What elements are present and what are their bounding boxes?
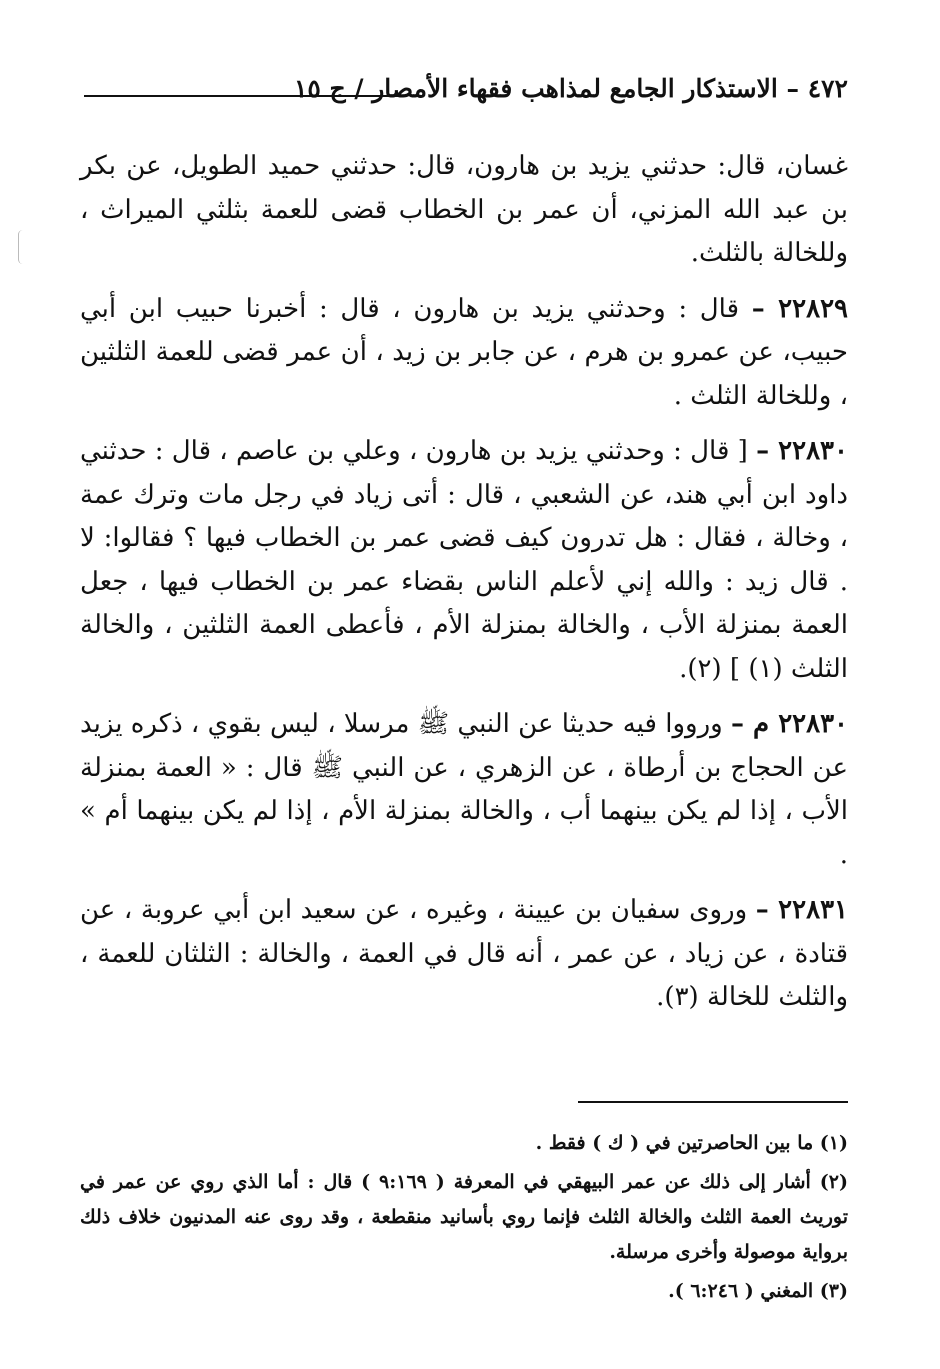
- footnote-2: (٢) أشار إلى ذلك عن عمر البيهقي في المعرفة ( ٩:١٦٩ ) قال : أما الذي روي عن عمر في توريث العمة الثلث والخالة الثلث فإنما روي بأسانيد منقطعة ، وقد روى عنه المدنيون خلاف ذلك برواية موصولة وأخرى مرسلة.: [80, 1171, 848, 1263]
- paragraph-number: ٢٢٨٢٩ –: [751, 293, 848, 324]
- paragraph-22830m: [80, 703, 848, 877]
- margin-mark: [18, 230, 27, 264]
- paragraph-text: وروى سفيان بن عيينة ، وغيره ، عن سعيد ابن أبي عروبة ، عن قتادة ، عن زياد ، عن عمر ، أنه قال في العمة ، والخالة : الثلثان للعمة ، والثلث للخالة (٣).: [80, 895, 848, 1012]
- paragraph-22830: [80, 430, 848, 691]
- paragraph-number: ٢٢٨٣٠ –: [756, 436, 848, 466]
- paragraph-22829: [80, 288, 848, 419]
- paragraph-text: قال : وحدثني يزيد بن هارون ، قال : أخبرنا حبيب ابن أبي حبيب، عن عمرو بن هرم ، عن جابر بن زيد ، أن عمر قضى للعمة الثلثين ، وللخالة الثلث .: [80, 293, 848, 411]
- paragraph-text: [ قال : وحدثني يزيد بن هارون ، وعلي بن عاصم ، قال : حدثني داود ابن أبي هند، عن الشعبي ، قال : أتى زياد في رجل مات وترك عمة ، وخالة ، فقال : هل تدرون كيف قضى عمر بن الخطاب فيها ؟ فقالوا: لا . قال زيد : والله إني لأعلم الناس بقضاء عمر بن الخطاب فيها ، جعل العمة بمنزلة الأب ، والخالة بمنزلة الأم ، فأعطى العمة الثلثين ، والخالة الثلث (١) ] (٢).: [80, 436, 848, 684]
- footnote-3: (٣) المغني ( ٦:٢٤٦ ).: [668, 1280, 848, 1302]
- main-text: [80, 145, 848, 1032]
- paragraph-22831: [80, 889, 848, 1020]
- footnote-rule: [578, 1101, 848, 1103]
- paragraph-text: ورووا فيه حديثا عن النبي ﷺ مرسلا ، ليس بقوي ، ذكره يزيد عن الحجاج بن أرطاة ، عن الزهري ، عن النبي ﷺ قال : « العمة بمنزلة الأب ، إذا لم يكن بينهما أب ، والخالة بمنزلة الأم ، إذا لم يكن بينهما أم » .: [80, 709, 848, 870]
- footnotes: [80, 1126, 848, 1313]
- header-rule: [84, 95, 402, 97]
- paragraph-number: ٢٢٨٣٠ م –: [730, 709, 849, 739]
- paragraph-number: ٢٢٨٣١ –: [755, 895, 848, 925]
- paragraph-text: غسان، قال: حدثني يزيد بن هارون، قال: حدثني حميد الطويل، عن بكر بن عبد الله المزني، أن عمر بن الخطاب قضى للعمة بثلثي الميراث ، وللخالة بالثلث.: [80, 151, 848, 268]
- running-header: ٤٧٢ – الاستذكار الجامع لمذاهب فقهاء الأمصار / ج ١٥: [293, 74, 848, 103]
- footnote-1: (١) ما بين الحاصرتين في ( ك ) فقط .: [535, 1132, 848, 1154]
- paragraph-continuation: [80, 145, 848, 276]
